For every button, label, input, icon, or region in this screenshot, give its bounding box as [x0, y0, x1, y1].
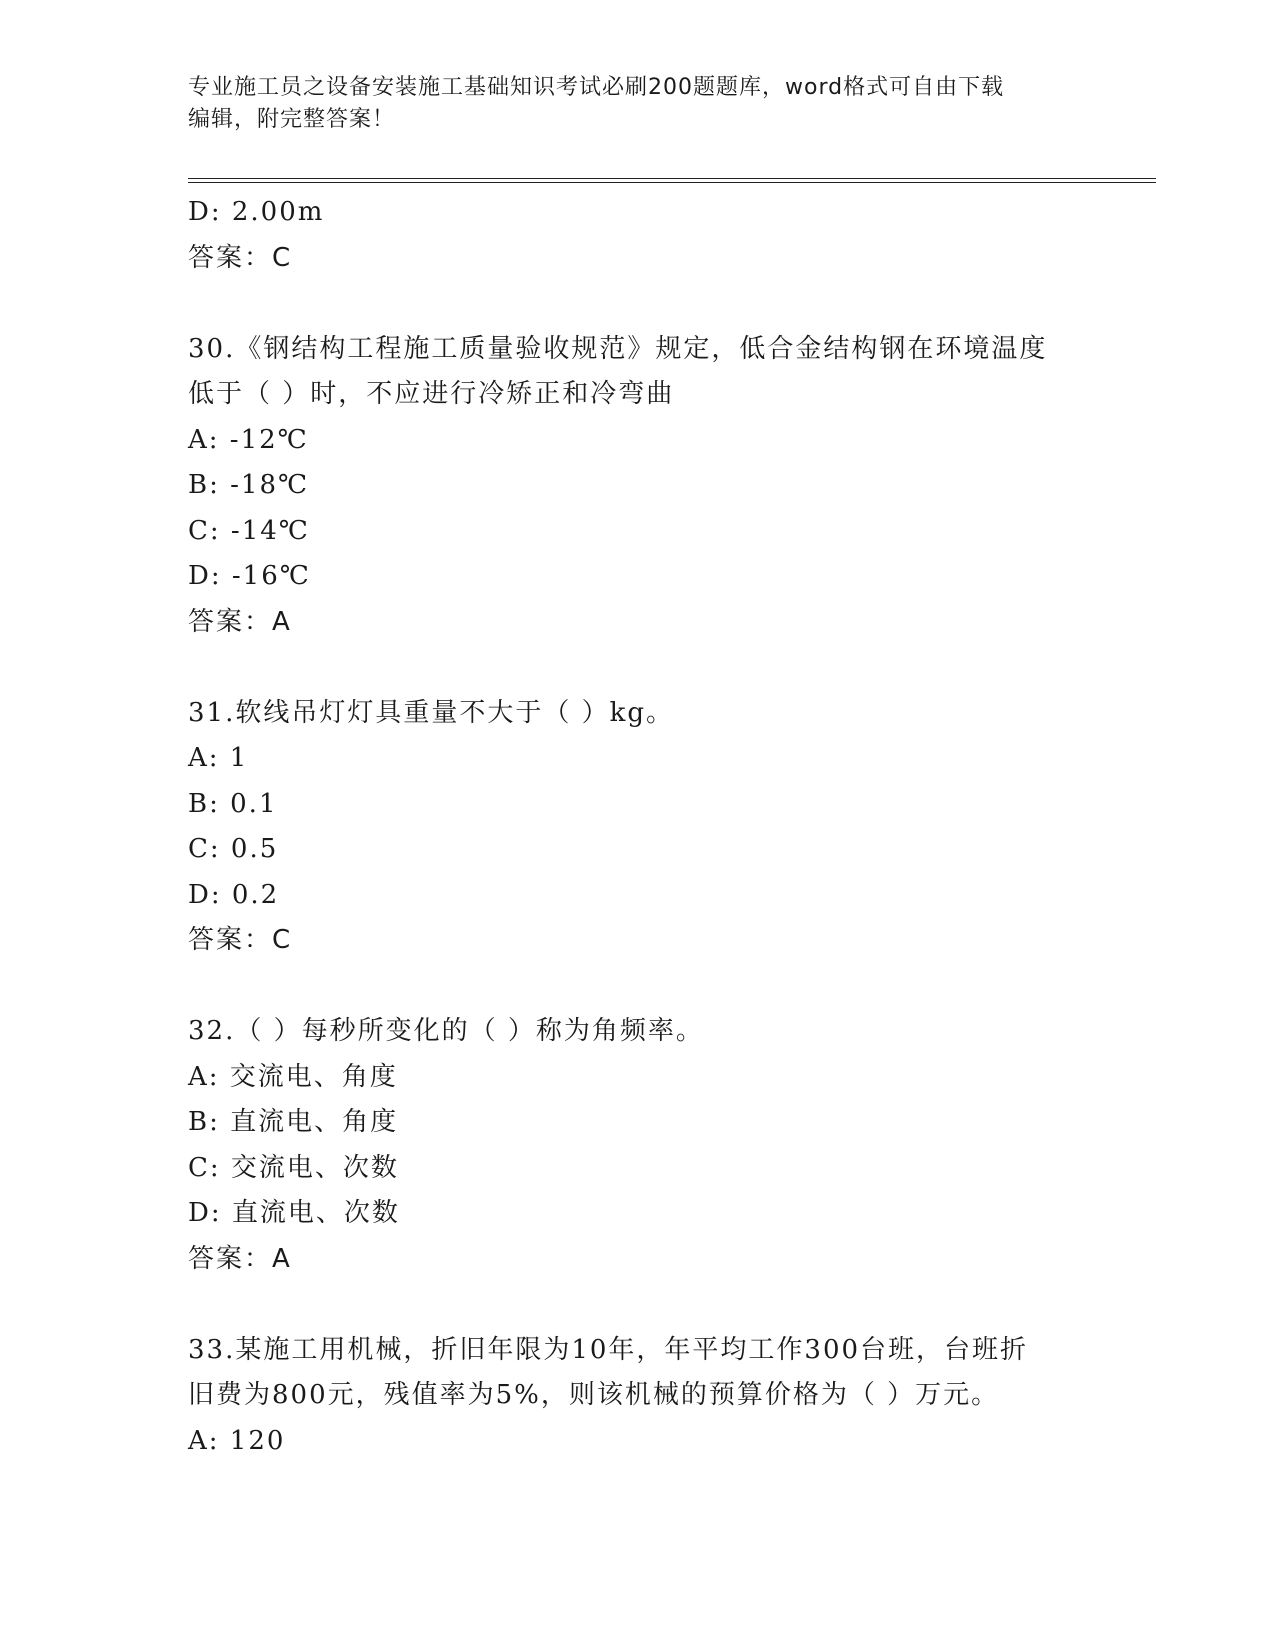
question-stem-continued: 旧费为800元，残值率为5%，则该机械的预算价格为（ ）万元。	[188, 1380, 1000, 1410]
header-divider-top	[188, 178, 1156, 179]
option-b: B: -18℃	[188, 470, 310, 500]
spacer	[188, 964, 1148, 1010]
option-d: D: -16℃	[188, 561, 311, 591]
spacer	[188, 645, 1148, 691]
question-31	[188, 691, 1148, 964]
option-c: C: 交流电、次数	[188, 1152, 399, 1183]
option-a: A: -12℃	[188, 424, 309, 455]
answer-line: 答案：A	[188, 1243, 292, 1274]
question-stem: 30.《钢结构工程施工质量验收规范》规定，低合金结构钢在环境温度	[188, 333, 1048, 364]
option-b: B: 0.1	[188, 788, 278, 819]
answer-line: 答案：C	[188, 242, 293, 273]
option-d: D: 0.2	[188, 879, 280, 910]
option-a: A: 交流电、角度	[188, 1061, 398, 1092]
document-body	[188, 190, 1148, 1464]
option-b: B: 直流电、角度	[188, 1107, 399, 1137]
question-stem: 31.软线吊灯灯具重量不大于（ ）kg。	[188, 697, 675, 728]
header-line-1: 专业施工员之设备安装施工基础知识考试必刷200题题库，word格式可自由下载	[188, 75, 1005, 100]
header-divider-bottom	[188, 182, 1156, 183]
question-33	[188, 1328, 1148, 1465]
answer-line: 答案：A	[188, 606, 292, 637]
question-32	[188, 1009, 1148, 1282]
question-30	[188, 327, 1148, 646]
header-line-2: 编辑，附完整答案！	[188, 107, 396, 132]
spacer	[188, 1282, 1148, 1328]
option-c: C: -14℃	[188, 515, 310, 546]
option-a: A: 1	[188, 743, 249, 773]
question-stem: 32.（ ）每秒所变化的（ ）称为角频率。	[188, 1016, 704, 1046]
spacer	[188, 281, 1148, 327]
option-c: C: 0.5	[188, 834, 279, 864]
answer-line: 答案：C	[188, 925, 293, 955]
option-a: A: 120	[188, 1425, 286, 1456]
document-header	[188, 72, 1088, 136]
question-stem-continued: 低于（ ）时，不应进行冷矫正和冷弯曲	[188, 379, 675, 409]
option-d: D: 2.00m	[188, 197, 325, 227]
question-stem: 33.某施工用机械，折旧年限为10年，年平均工作300台班，台班折	[188, 1334, 1029, 1365]
option-d: D: 直流电、次数	[188, 1198, 400, 1228]
